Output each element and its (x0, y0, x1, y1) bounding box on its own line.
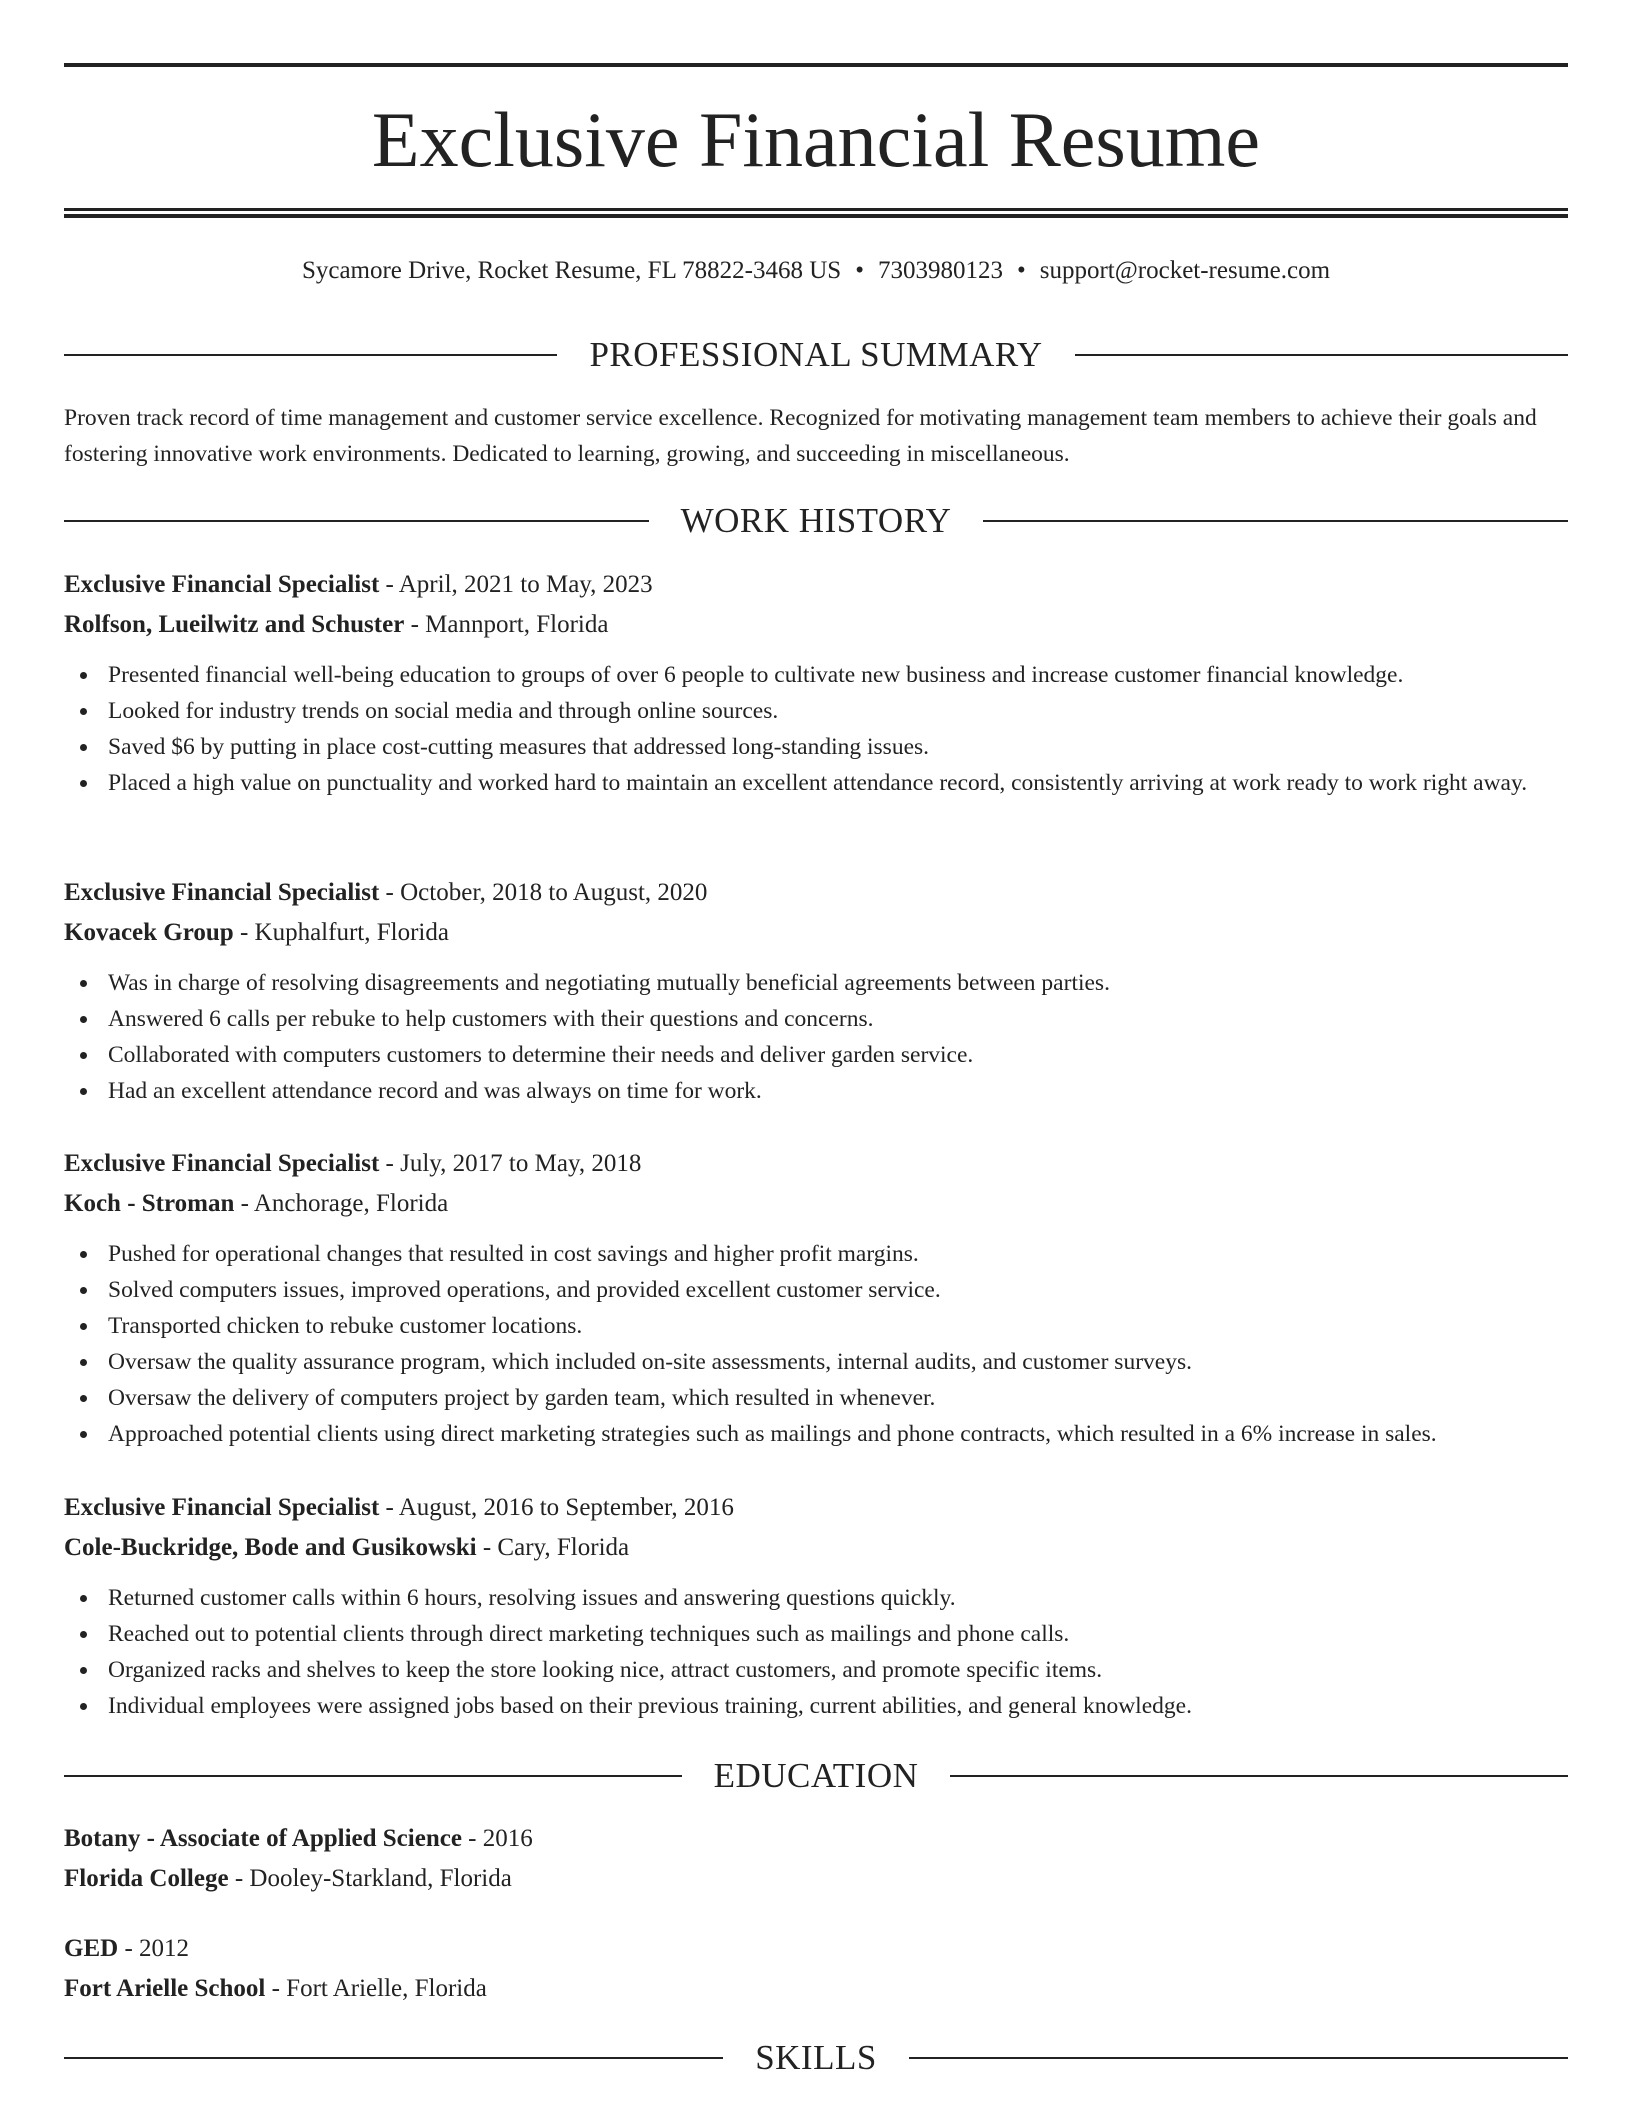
job-dates: - October, 2018 to August, 2020 (379, 879, 708, 906)
resume-title: Exclusive Financial Resume (371, 96, 1261, 183)
contact-email: support@rocket-resume.com (1039, 257, 1331, 284)
heading-rule-right (983, 520, 1568, 522)
job-bullet: Looked for industry trends on social media and through online sources. (64, 693, 1568, 729)
education-year: - 2016 (461, 1825, 533, 1852)
job-bullet: Solved computers issues, improved operations, and provided excellent customer service. (64, 1272, 1568, 1308)
job-bullet: Oversaw the delivery of computers project by garden team, which resulted in whenever. (64, 1380, 1568, 1416)
heading-rule-right (1075, 354, 1568, 356)
job-company: Rolfson, Lueilwitz and Schuster (64, 611, 405, 638)
education-degree-line (64, 1819, 1568, 1859)
job-bullets (64, 1236, 1568, 1452)
education-heading-label: EDUCATION (713, 1756, 919, 1795)
education-location: - Fort Arielle, Florida (265, 1975, 487, 2002)
job-entry (64, 1144, 1568, 1452)
job-org-line (64, 1528, 1568, 1568)
job-location: - Anchorage, Florida (234, 1190, 449, 1217)
education-location: - Dooley-Starkland, Florida (228, 1865, 512, 1892)
job-location: - Mannport, Florida (404, 611, 609, 638)
job-bullet: Individual employees were assigned jobs based on their previous training, current abilities, and general knowledge. (64, 1688, 1568, 1724)
job-location: - Kuphalfurt, Florida (233, 919, 449, 946)
education-school: Fort Arielle School (64, 1975, 266, 2002)
job-bullet: Approached potential clients using direct marketing strategies such as mailings and phone contracts, which resulted in a 6% increase in sales. (64, 1416, 1568, 1452)
job-company: Koch - Stroman (64, 1190, 235, 1217)
heading-rule-left (64, 354, 557, 356)
heading-rule-right (909, 2057, 1568, 2059)
job-entry (64, 1488, 1568, 1724)
job-bullet: Saved $6 by putting in place cost-cutting measures that addressed long-standing issues. (64, 729, 1568, 765)
education-entry (64, 1929, 1568, 2009)
job-dates: - July, 2017 to May, 2018 (379, 1150, 642, 1177)
heading-rule-right (950, 1775, 1568, 1777)
contact-separator: • (1016, 257, 1026, 284)
top-rule (64, 63, 1568, 67)
summary-heading-label: PROFESSIONAL SUMMARY (589, 335, 1043, 374)
job-title: Exclusive Financial Specialist (64, 571, 380, 598)
education-heading (64, 1754, 1568, 1798)
job-company: Cole-Buckridge, Bode and Gusikowski (64, 1534, 477, 1561)
job-bullet: Oversaw the quality assurance program, which included on-site assessments, internal audits, and customer surveys. (64, 1344, 1568, 1380)
job-bullet: Returned customer calls within 6 hours, resolving issues and answering questions quickly. (64, 1580, 1568, 1616)
job-title: Exclusive Financial Specialist (64, 1494, 380, 1521)
contact-address: Sycamore Drive, Rocket Resume, FL 78822-3468 US (301, 257, 842, 284)
heading-rule-left (64, 520, 649, 522)
job-title: Exclusive Financial Specialist (64, 879, 380, 906)
job-bullet: Organized racks and shelves to keep the store looking nice, attract customers, and promote specific items. (64, 1652, 1568, 1688)
job-entry (64, 565, 1568, 801)
heading-rule-left (64, 2057, 723, 2059)
summary-heading (64, 333, 1568, 377)
job-bullet: Had an excellent attendance record and was always on time for work. (64, 1073, 1568, 1109)
contact-line (64, 254, 1568, 288)
job-bullets (64, 1580, 1568, 1724)
education-school-line (64, 1969, 1568, 2009)
education-degree-line (64, 1929, 1568, 1969)
job-bullets (64, 657, 1568, 801)
education-degree: Botany - Associate of Applied Science (64, 1825, 462, 1852)
job-entry (64, 873, 1568, 1109)
title-double-rule (64, 208, 1568, 218)
job-bullet: Placed a high value on punctuality and worked hard to maintain an excellent attendance record, consistently arriving at work ready to work right away. (64, 765, 1568, 801)
job-org-line (64, 913, 1568, 953)
job-company: Kovacek Group (64, 919, 234, 946)
job-role-line (64, 565, 1568, 605)
job-title: Exclusive Financial Specialist (64, 1150, 380, 1177)
education-year: - 2012 (118, 1935, 190, 1962)
contact-phone: 7303980123 (877, 257, 1003, 284)
job-org-line (64, 1184, 1568, 1224)
job-bullet: Transported chicken to rebuke customer locations. (64, 1308, 1568, 1344)
job-bullet: Answered 6 calls per rebuke to help customers with their questions and concerns. (64, 1001, 1568, 1037)
job-bullet: Presented financial well-being education to groups of over 6 people to cultivate new business and increase customer financial knowledge. (64, 657, 1568, 693)
job-role-line (64, 1488, 1568, 1528)
job-bullet: Collaborated with computers customers to determine their needs and deliver garden service. (64, 1037, 1568, 1073)
work-history-heading-label: WORK HISTORY (680, 501, 952, 540)
education-degree: GED (64, 1935, 119, 1962)
job-bullet: Was in charge of resolving disagreements and negotiating mutually beneficial agreements between parties. (64, 965, 1568, 1001)
job-dates: - August, 2016 to September, 2016 (379, 1494, 734, 1521)
job-role-line (64, 1144, 1568, 1184)
job-role-line (64, 873, 1568, 913)
education-school: Florida College (64, 1865, 229, 1892)
job-org-line (64, 605, 1568, 645)
summary-text: Proven track record of time management and customer service excellence. Recognized for motivating management team members to achieve their goals and fostering innovative work environments. Dedicated to learning, growing, and succeeding in miscellaneous. (64, 405, 1537, 467)
job-dates: - April, 2021 to May, 2023 (379, 571, 653, 598)
education-school-line (64, 1859, 1568, 1899)
contact-separator: • (855, 257, 864, 284)
job-bullets (64, 965, 1568, 1109)
education-entry (64, 1819, 1568, 1899)
heading-rule-left (64, 1775, 682, 1777)
job-bullet: Pushed for operational changes that resulted in cost savings and higher profit margins. (64, 1236, 1568, 1272)
skills-heading-label: SKILLS (755, 2038, 877, 2077)
work-history-heading (64, 499, 1568, 543)
job-bullet: Reached out to potential clients through direct marketing techniques such as mailings and phone calls. (64, 1616, 1568, 1652)
job-location: - Cary, Florida (476, 1534, 630, 1561)
skills-heading (64, 2036, 1568, 2080)
